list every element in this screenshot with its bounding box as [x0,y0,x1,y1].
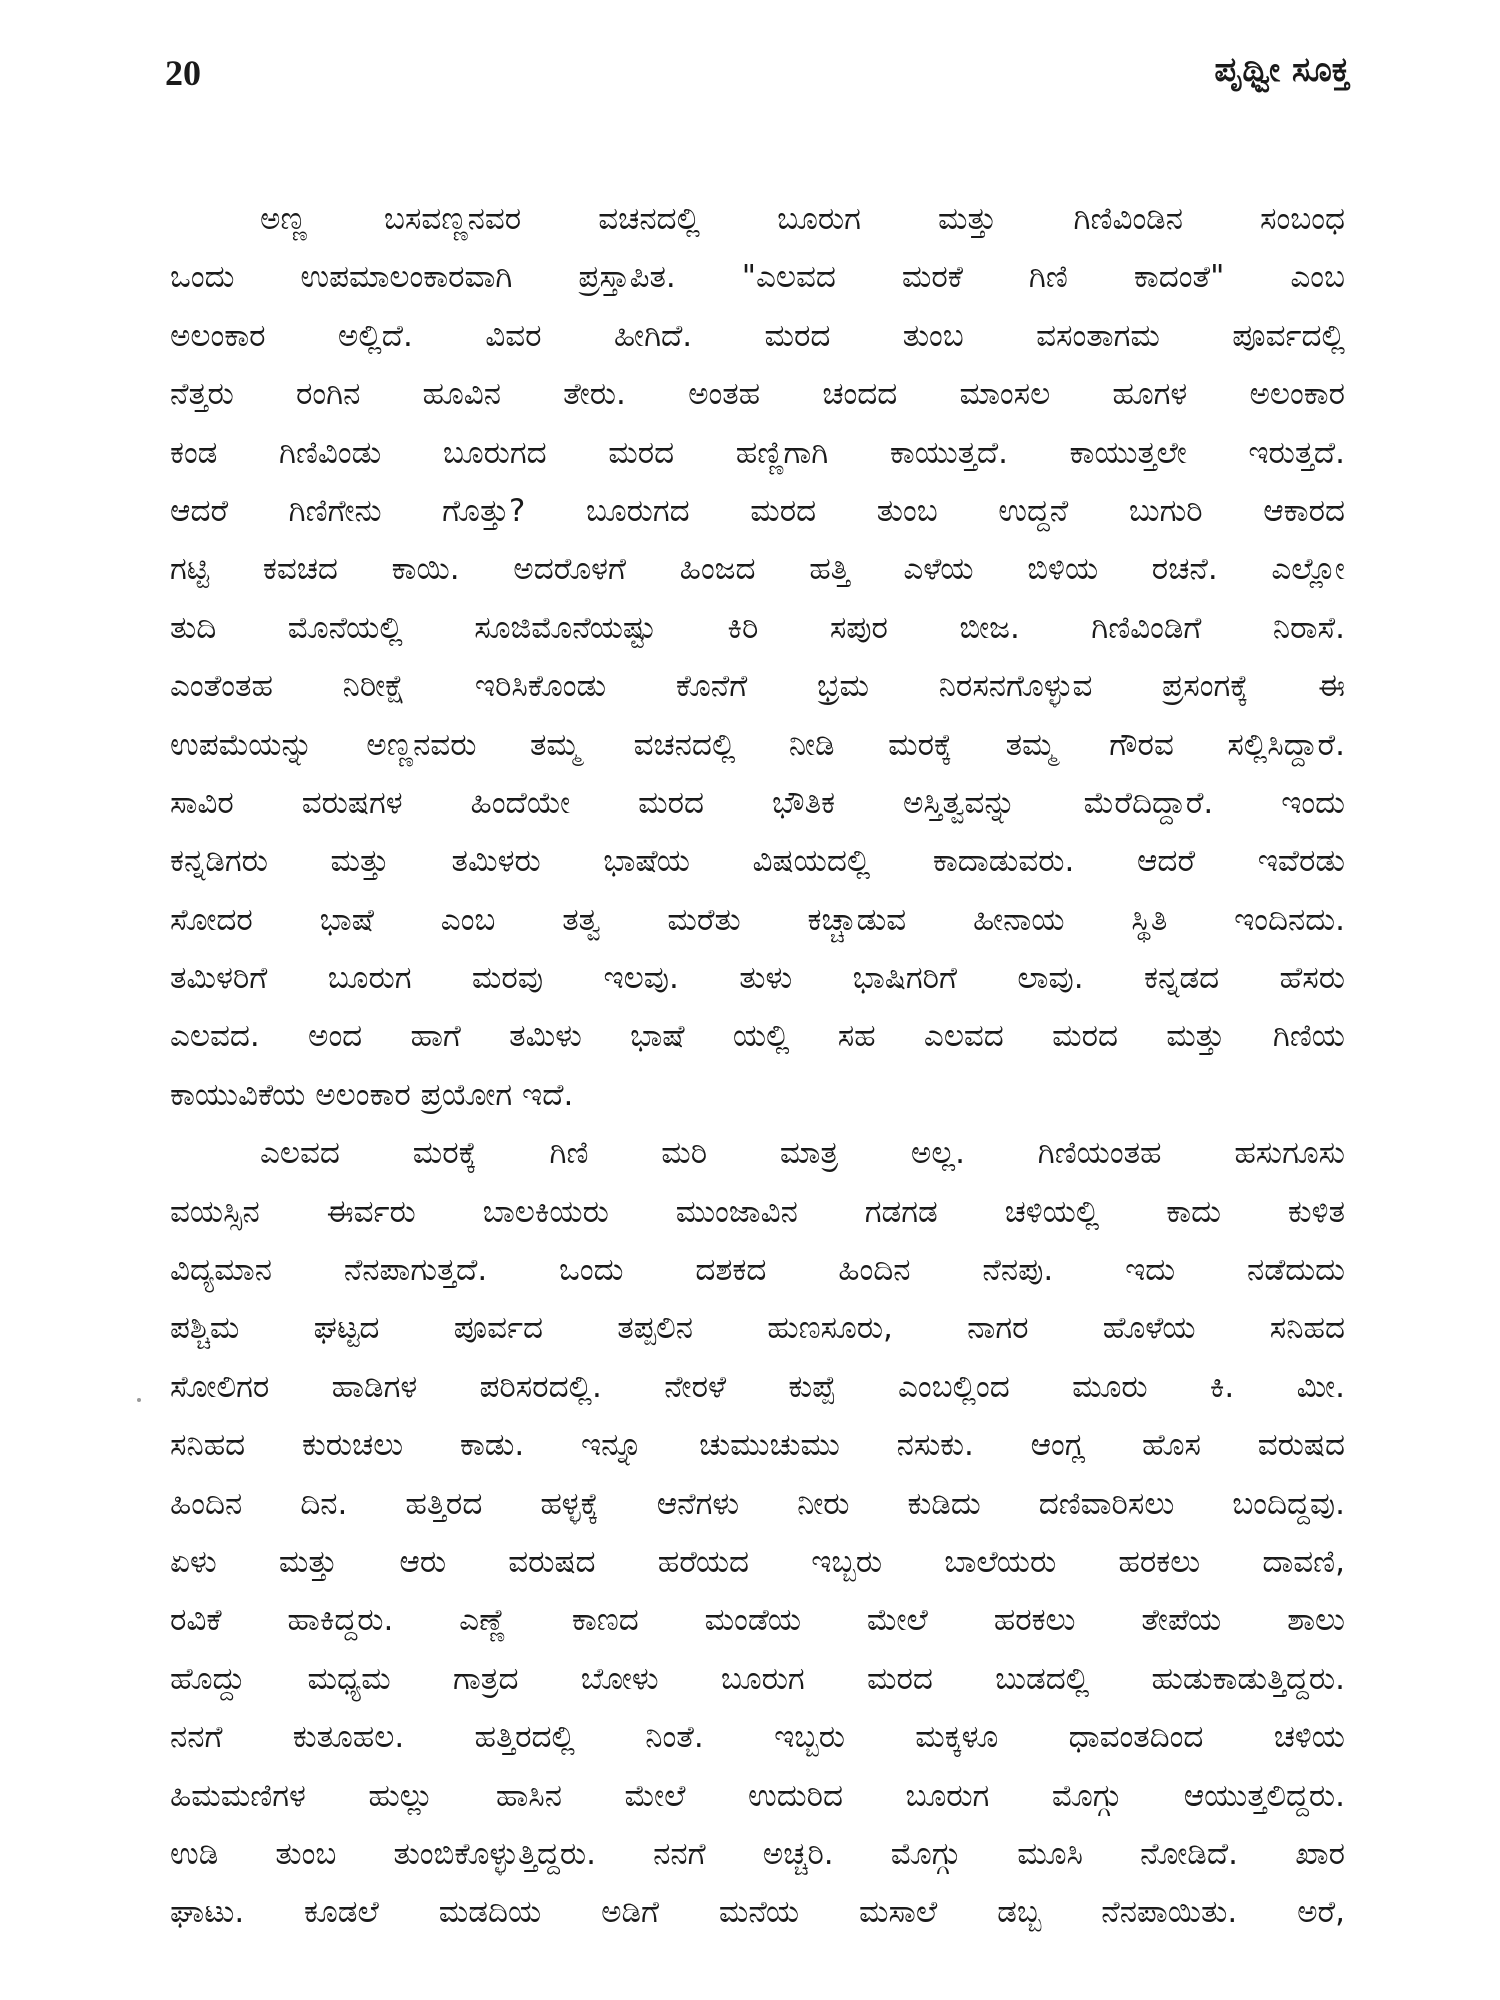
text-line: ತಮಿಳರಿಗೆ ಬೂರುಗ ಮರವು ಇಲವು. ತುಳು ಭಾಷಿಗರಿಗೆ ಲಾವು. ಕನ್ನಡದ ಹೆಸರು [170,960,1345,997]
text-line: ನನಗೆ ಕುತೂಹಲ. ಹತ್ತಿರದಲ್ಲಿ ನಿಂತೆ. ಇಬ್ಬರು ಮಕ್ಕಳೂ ಧಾವಂತದಿಂದ ಚಳಿಯ [170,1719,1345,1756]
text-line: ಹಿಮಮಣಿಗಳ ಹುಲ್ಲು ಹಾಸಿನ ಮೇಲೆ ಉದುರಿದ ಬೂರುಗ ಮೊಗ್ಗು ಆಯುತ್ತಲಿದ್ದರು. [170,1777,1345,1814]
text-line: ಉಡಿ ತುಂಬ ತುಂಬಿಕೊಳ್ಳುತ್ತಿದ್ದರು. ನನಗೆ ಅಚ್ಚರಿ. ಮೊಗ್ಗು ಮೂಸಿ ನೋಡಿದೆ. ಖಾರ [170,1835,1345,1872]
text-line: ಕಾಯುವಿಕೆಯ ಅಲಂಕಾರ ಪ್ರಯೋಗ ಇದೆ. [170,1076,574,1113]
text-line: ವಯಸ್ಸಿನ ಈರ್ವರು ಬಾಲಕಿಯರು ಮುಂಜಾವಿನ ಗಡಗಡ ಚಳಿಯಲ್ಲಿ ಕಾದು ಕುಳಿತ [170,1193,1345,1230]
text-line: ಗಟ್ಟಿ ಕವಚದ ಕಾಯಿ. ಅದರೊಳಗೆ ಹಿಂಜದ ಹತ್ತಿ ಎಳೆಯ ಬಿಳಿಯ ರಚನೆ. ಎಲ್ಲೋ [170,551,1345,588]
text-line: ಎಲವದ ಮರಕ್ಕೆ ಗಿಣಿ ಮರಿ ಮಾತ್ರ ಅಲ್ಲ. ಗಿಣಿಯಂತಹ ಹಸುಗೂಸು [260,1135,1345,1172]
text-line: ರವಿಕೆ ಹಾಕಿದ್ದರು. ಎಣ್ಣೆ ಕಾಣದ ಮಂಡೆಯ ಮೇಲೆ ಹರಕಲು ತೇಪೆಯ ಶಾಲು [170,1602,1345,1639]
text-line: ಎಂತೆಂತಹ ನಿರೀಕ್ಷೆ ಇರಿಸಿಕೊಂಡು ಕೊನೆಗೆ ಭ್ರಮ ನಿರಸನಗೊಳ್ಳುವ ಪ್ರಸಂಗಕ್ಕೆ ಈ [170,668,1345,705]
text-line: ಸೋಲಿಗರ ಹಾಡಿಗಳ ಪರಿಸರದಲ್ಲಿ. ನೇರಳೆ ಕುಪ್ಪೆ ಎಂಬಲ್ಲಿಂದ ಮೂರು ಕಿ. ಮೀ. [170,1368,1345,1405]
body-text [170,190,1345,1942]
text-line: ಒಂದು ಉಪಮಾಲಂಕಾರವಾಗಿ ಪ್ರಸ್ತಾಪಿತ. "ಎಲವದ ಮರಕೆ ಗಿಣಿ ಕಾದಂತೆ" ಎಂಬ [170,259,1345,296]
text-line: ಕನ್ನಡಿಗರು ಮತ್ತು ತಮಿಳರು ಭಾಷೆಯ ವಿಷಯದಲ್ಲಿ ಕಾದಾಡುವರು. ಆದರೆ ಇವೆರಡು [170,843,1345,880]
text-line: ಅಲಂಕಾರ ಅಲ್ಲಿದೆ. ವಿವರ ಹೀಗಿದೆ. ಮರದ ತುಂಬ ವಸಂತಾಗಮ ಪೂರ್ವದಲ್ಲಿ [170,317,1345,354]
text-line: ಅಣ್ಣ ಬಸವಣ್ಣನವರ ವಚನದಲ್ಲಿ ಬೂರುಗ ಮತ್ತು ಗಿಣಿವಿಂಡಿನ ಸಂಬಂಧ [260,201,1345,237]
text-line: ತುದಿ ಮೊನೆಯಲ್ಲಿ ಸೂಜಿಮೊನೆಯಷ್ಟು ಕಿರಿ ಸಪುರ ಬೀಜ. ಗಿಣಿವಿಂಡಿಗೆ ನಿರಾಸೆ. [170,609,1345,646]
scan-speck [137,1398,141,1402]
text-line: ಏಳು ಮತ್ತು ಆರು ವರುಷದ ಹರೆಯದ ಇಬ್ಬರು ಬಾಲೆಯರು ಹರಕಲು ದಾವಣಿ, [170,1543,1345,1580]
text-line: ಹೊದ್ದು ಮಧ್ಯಮ ಗಾತ್ರದ ಬೋಳು ಬೂರುಗ ಮರದ ಬುಡದಲ್ಲಿ ಹುಡುಕಾಡುತ್ತಿದ್ದರು. [170,1660,1345,1697]
text-line: ವಿದ್ಯಮಾನ ನೆನಪಾಗುತ್ತದೆ. ಒಂದು ದಶಕದ ಹಿಂದಿನ ನೆನಪು. ಇದು ನಡೆದುದು [170,1252,1345,1289]
text-line: ಪಶ್ಚಿಮ ಘಟ್ಟದ ಪೂರ್ವದ ತಪ್ಪಲಿನ ಹುಣಸೂರು, ನಾಗರ ಹೊಳೆಯ ಸನಿಹದ [170,1310,1345,1347]
text-line: ಉಪಮೆಯನ್ನು ಅಣ್ಣನವರು ತಮ್ಮ ವಚನದಲ್ಲಿ ನೀಡಿ ಮರಕ್ಕೆ ತಮ್ಮ ಗೌರವ ಸಲ್ಲಿಸಿದ್ದಾರೆ. [170,726,1345,763]
running-header-title: ಪೃಥ್ವೀ ಸೂಕ್ತ [1214,50,1350,90]
text-line: ನೆತ್ತರು ರಂಗಿನ ಹೂವಿನ ತೇರು. ಅಂತಹ ಚಂದದ ಮಾಂಸಲ ಹೂಗಳ ಅಲಂಕಾರ [170,376,1345,413]
page-number: 20 [165,53,201,93]
text-line: ಸೋದರ ಭಾಷೆ ಎಂಬ ತತ್ವ ಮರೆತು ಕಚ್ಚಾಡುವ ಹೀನಾಯ ಸ್ಥಿತಿ ಇಂದಿನದು. [170,901,1345,938]
text-line: ಆದರೆ ಗಿಣಿಗೇನು ಗೊತ್ತು? ಬೂರುಗದ ಮರದ ತುಂಬ ಉದ್ದನೆ ಬುಗುರಿ ಆಕಾರದ [170,492,1345,529]
text-line: ಕಂಡ ಗಿಣಿವಿಂಡು ಬೂರುಗದ ಮರದ ಹಣ್ಣಿಗಾಗಿ ಕಾಯುತ್ತದೆ. ಕಾಯುತ್ತಲೇ ಇರುತ್ತದೆ. [170,434,1345,471]
text-line: ಘಾಟು. ಕೂಡಲೆ ಮಡದಿಯ ಅಡಿಗೆ ಮನೆಯ ಮಸಾಲೆ ಡಬ್ಬ ನೆನಪಾಯಿತು. ಅರೆ, [170,1894,1345,1931]
text-line: ಎಲವದ. ಅಂದ ಹಾಗೆ ತಮಿಳು ಭಾಷೆ ಯಲ್ಲಿ ಸಹ ಎಲವದ ಮರದ ಮತ್ತು ಗಿಣಿಯ [170,1018,1345,1055]
text-line: ಸನಿಹದ ಕುರುಚಲು ಕಾಡು. ಇನ್ನೂ ಚುಮುಚುಮು ನಸುಕು. ಆಂಗ್ಲ ಹೊಸ ವರುಷದ [170,1427,1345,1464]
text-line: ಹಿಂದಿನ ದಿನ. ಹತ್ತಿರದ ಹಳ್ಳಕ್ಕೆ ಆನೆಗಳು ನೀರು ಕುಡಿದು ದಣಿವಾರಿಸಲು ಬಂದಿದ್ದವು. [170,1485,1345,1522]
text-line: ಸಾವಿರ ವರುಷಗಳ ಹಿಂದೆಯೇ ಮರದ ಭೌತಿಕ ಅಸ್ತಿತ್ವವನ್ನು ಮೆರೆದಿದ್ದಾರೆ. ಇಂದು [170,784,1345,821]
